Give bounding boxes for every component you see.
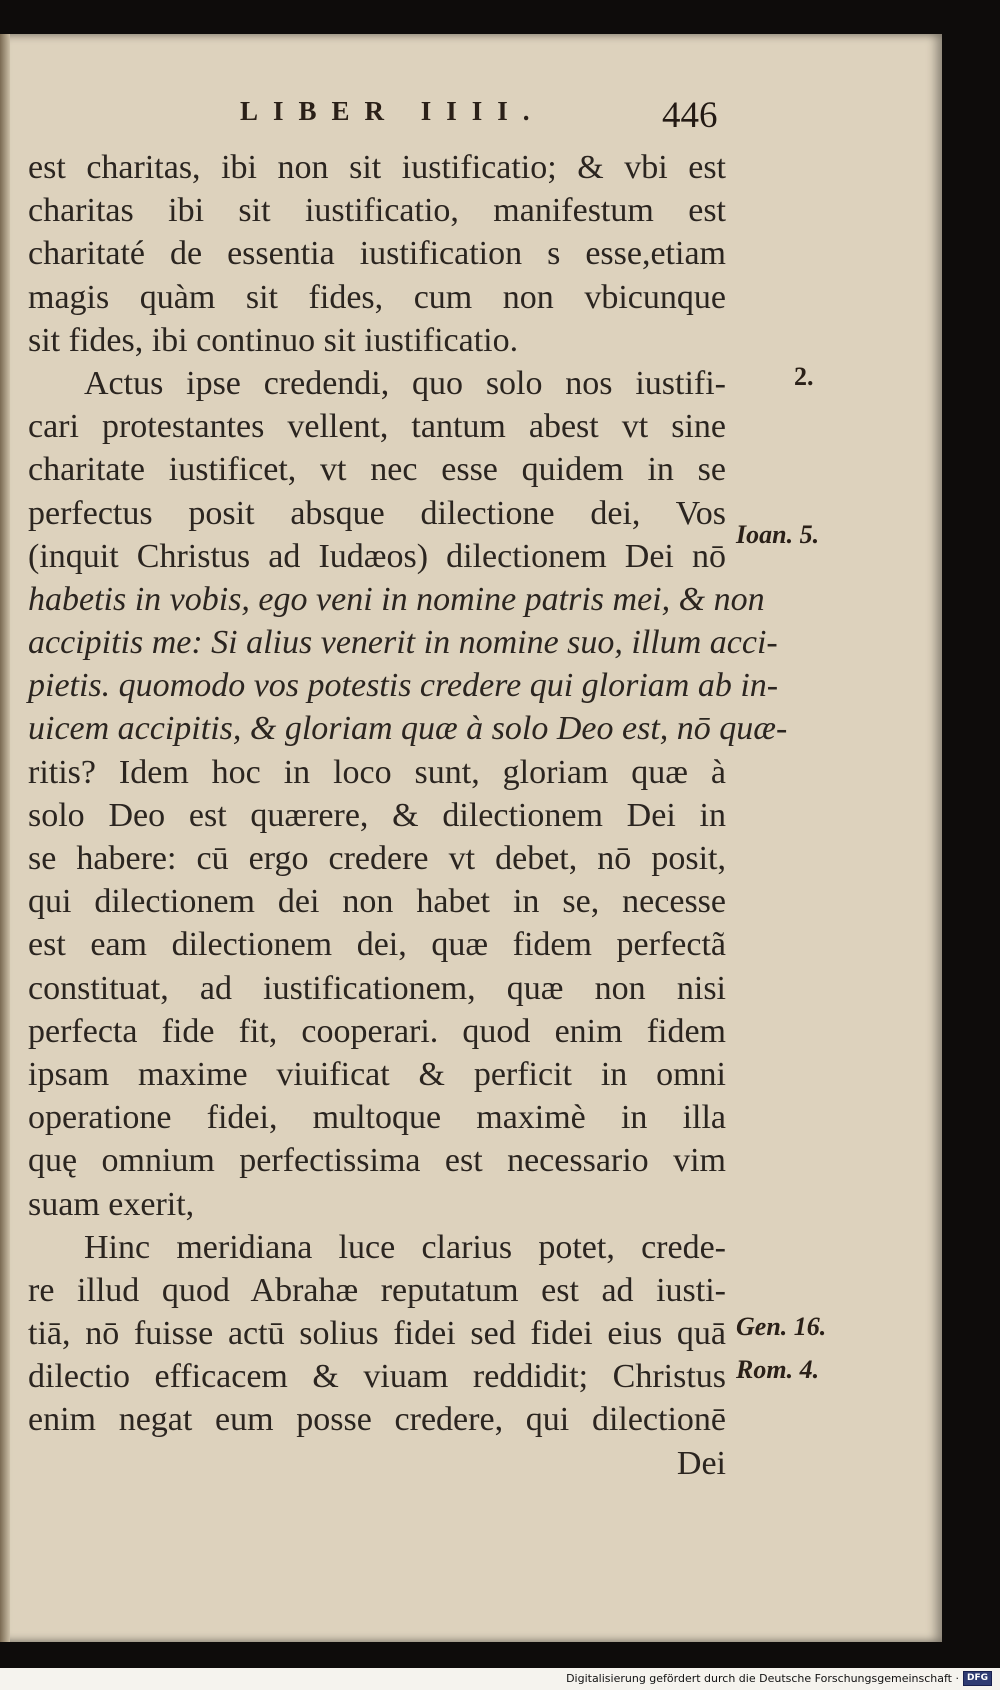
margin-note-2: 2. [794,362,814,391]
text-line: constituat, ad iustificationem, quæ non nisi [28,969,726,1007]
text-line: charitas ibi sit iustificatio, manifestum est [28,192,726,230]
text-line: sit fides, ibi continuo sit iustificatio. [28,321,519,359]
footer-credit-text: Digitalisierung gefördert durch die Deutsche Forschungsgemeinschaft · [566,1671,959,1685]
text-line: enim negat eum posse credere, qui dilectionē [28,1401,726,1439]
text-line: operatione fidei, multoque maximè in illa [28,1099,726,1137]
text-line: magis quàm sit fides, cum non vbicunque [28,278,726,316]
text-line: dilectio efficacem & viuam reddidit; Christus [28,1358,726,1396]
text-line: accipitis me: Si alius venerit in nomine suo, illum acci- [28,624,778,662]
text-line: tiā, nō fuisse actū solius fidei sed fidei eius quā [28,1315,726,1353]
margin-note-rom: Rom. 4. [736,1355,820,1384]
text-line: est eam dilectionem dei, quæ fidem perfectã [28,926,726,964]
text-line: charitate iustificet, vt nec esse quidem in se [28,451,726,489]
text-line: quę omnium perfectissima est necessario vim [28,1142,726,1180]
text-line: est charitas, ibi non sit iustificatio; & vbi est [28,149,726,186]
page-number: 446 [662,95,718,136]
text-line: uicem accipitis, & gloriam quæ à solo Deo est, nō quæ- [28,710,788,748]
text-line: Hinc meridiana luce clarius potet, crede- [84,1228,726,1266]
text-line: qui dilectionem dei non habet in se, necesse [28,883,726,921]
text-line: re illud quod Abrahæ reputatum est ad iusti- [28,1271,726,1309]
text-line: perfecta fide fit, cooperari. quod enim fidem [28,1012,726,1050]
margin-note-gen: Gen. 16. [736,1312,827,1341]
text-line: ritis? Idem hoc in loco sunt, gloriam quæ à [28,753,726,791]
text-line: cari protestantes vellent, tantum abest vt sine [28,408,726,446]
text-line: Dei [676,1444,726,1482]
text-line: habetis in vobis, ego veni in nomine patris mei, & non [28,580,765,618]
footer-credit [566,1670,992,1686]
text-line: (inquit Christus ad Iudæos) dilectionem Dei nō [28,537,726,575]
page-gutter [0,34,10,1642]
text-line: suam exerit, [28,1185,195,1223]
dfg-logo[interactable]: DFG [963,1671,992,1686]
text-line: se habere: cū ergo credere vt debet, nō posit, [28,840,726,877]
text-line: ipsam maxime viuificat & perficit in omni [28,1055,726,1093]
text-line: perfectus posit absque dilectione dei, Vos [28,494,726,532]
text-line: pietis. quomodo vos potestis credere qui gloriam ab in- [28,667,779,705]
text-line: solo Deo est quærere, & dilectionem Dei in [28,796,726,834]
running-title: LIBER IIII. [240,96,545,126]
text-line: charitaté de essentia iustification s esse,etiam [28,235,726,273]
text-line: Actus ipse credendi, quo solo nos iustifi- [84,364,726,402]
margin-note-ioan: Ioan. 5. [736,520,820,549]
